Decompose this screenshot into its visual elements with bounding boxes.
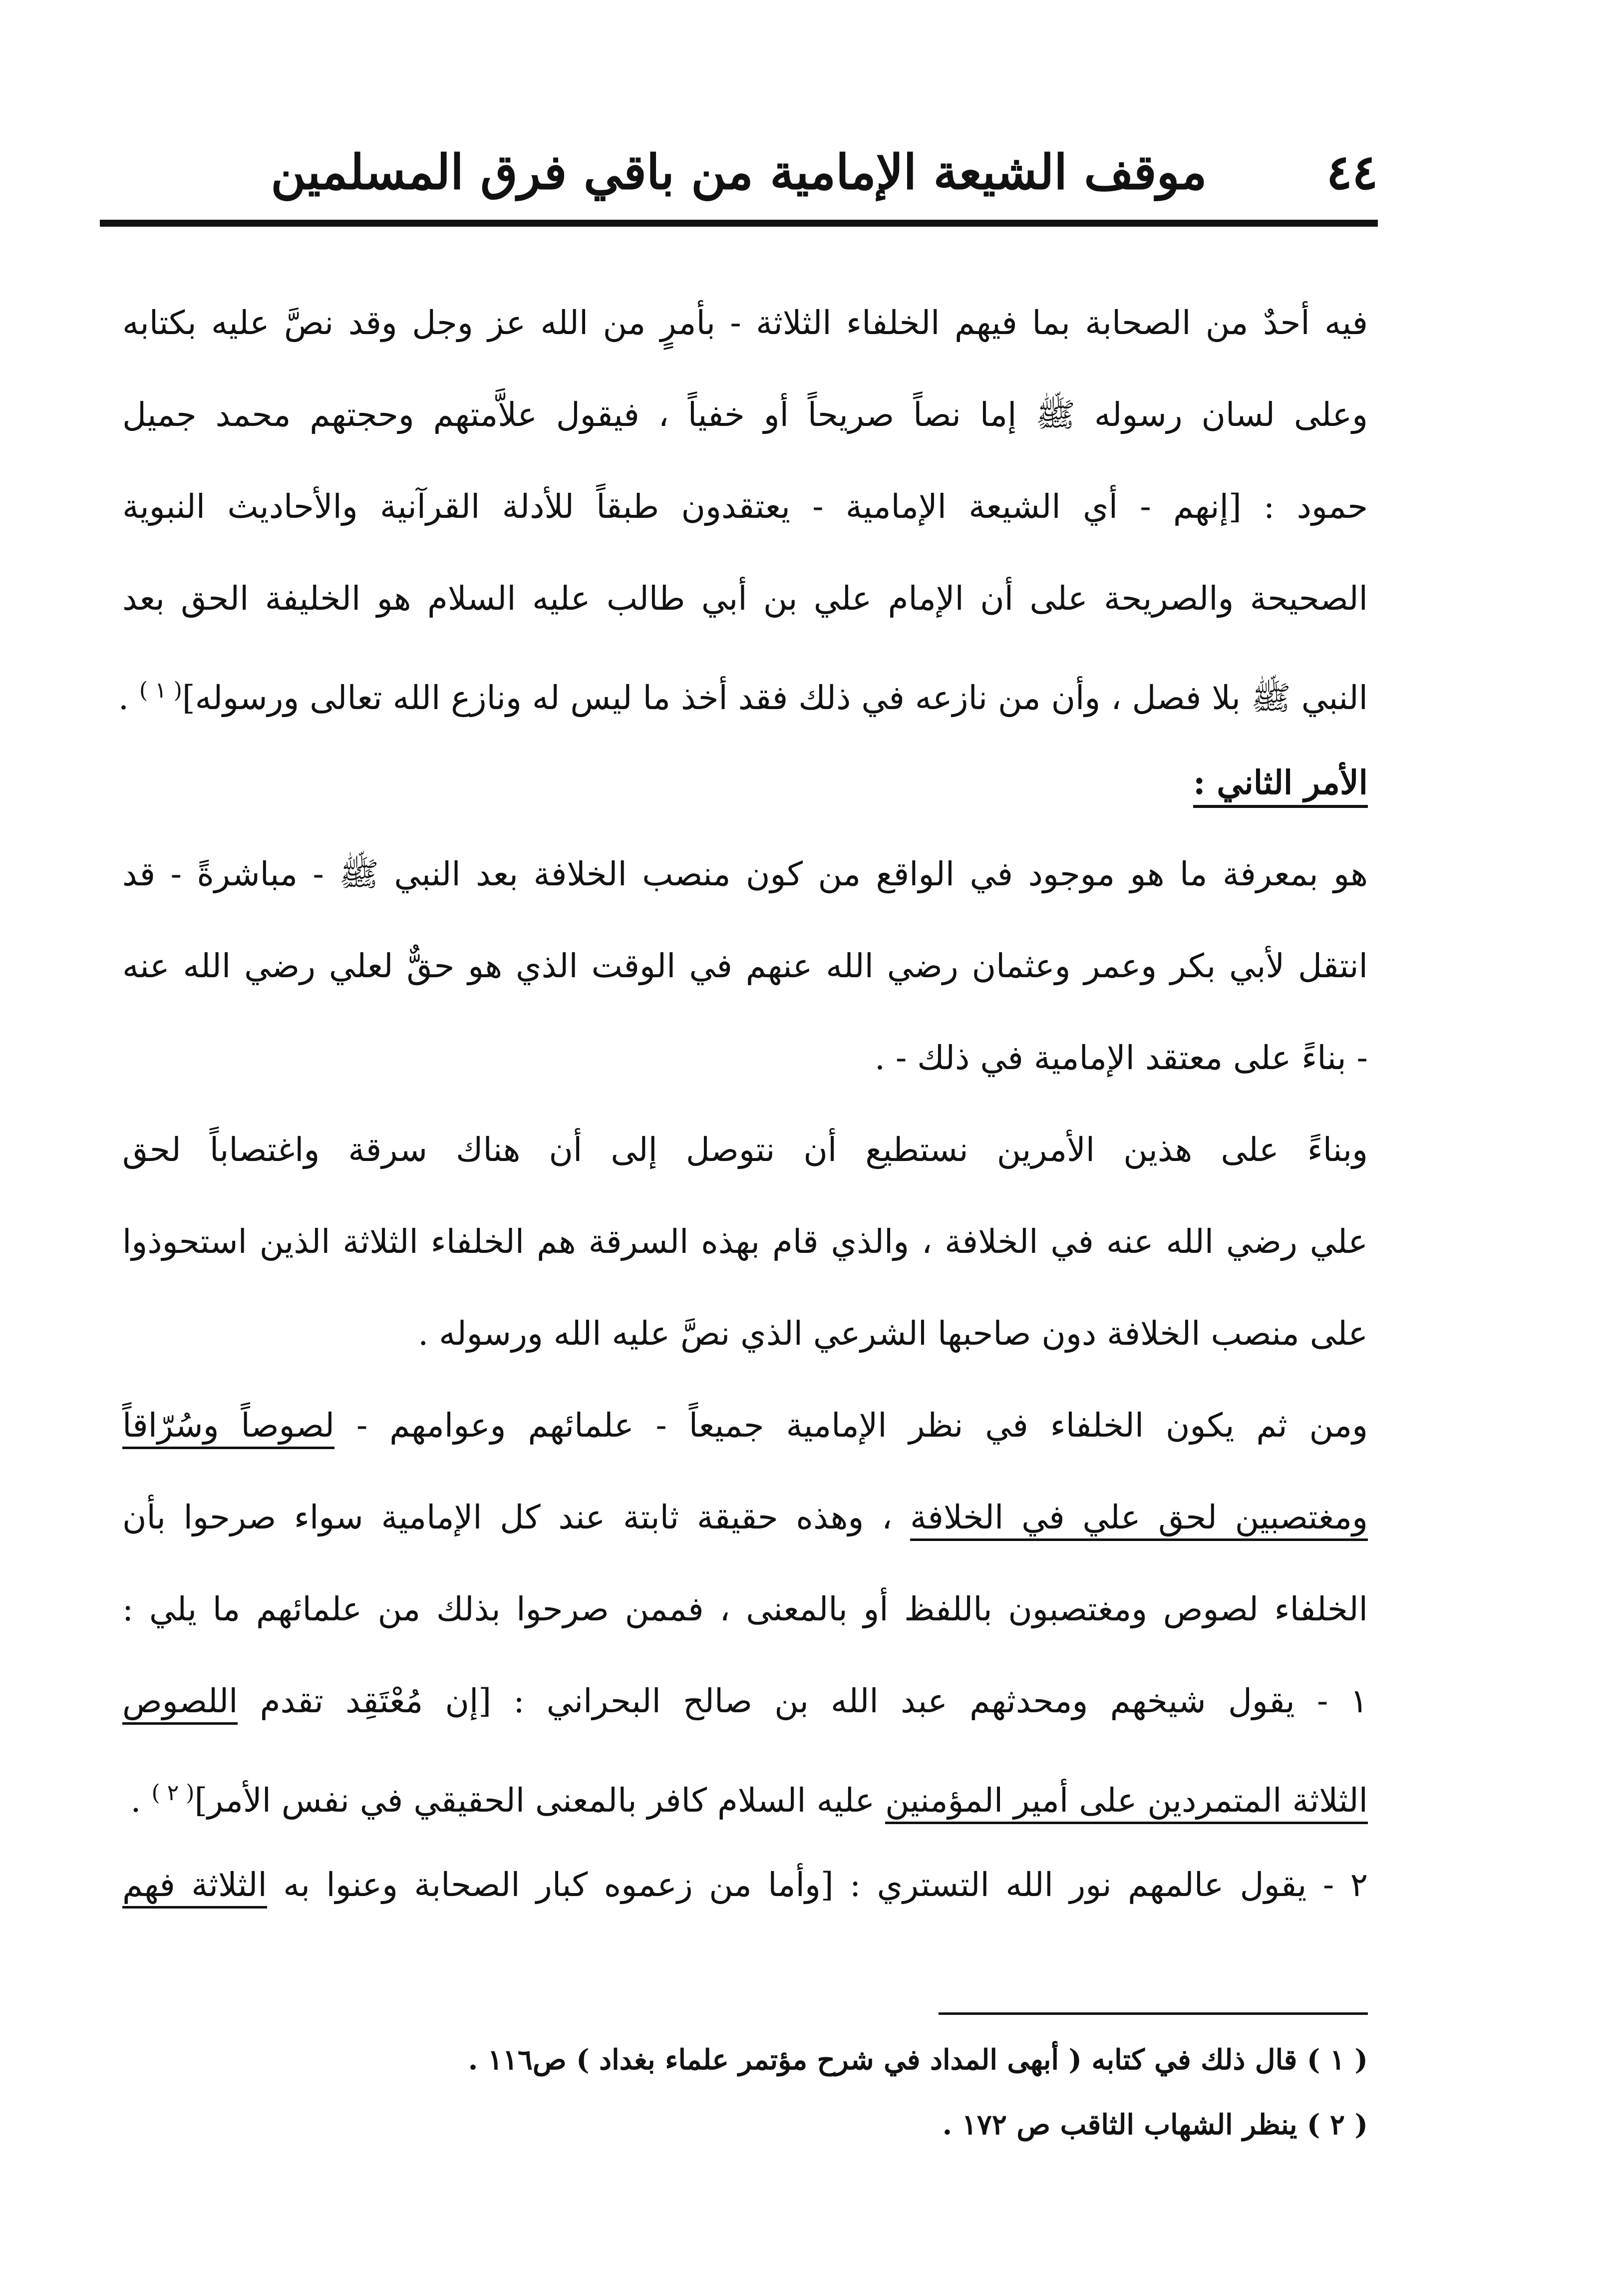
underlined-phrase: لصوصاً وسُرّاقاً [122, 1406, 334, 1449]
section-heading [122, 737, 1368, 828]
text-line: علي رضي الله عنه في الخلافة ، والذي قام بهذه السرقة هم الخلفاء الثلاثة الذين استحوذوا [122, 1222, 1368, 1261]
body-text [118, 277, 1368, 1931]
header-rule [100, 220, 1378, 227]
text-span: ومن ثم يكون الخلفاء في نظر الإمامية جميعاً - علمائهم وعوامهم - [334, 1406, 1368, 1445]
text-line: حمود : [إنهم - أي الشيعة الإمامية - يعتقدون طبقاً للأدلة القرآنية والأحاديث النبوية [122, 487, 1368, 526]
text-line: وبناءً على هذين الأمرين نستطيع أن نتوصل إلى أن هناك سرقة واغتصاباً لحق [122, 1131, 1368, 1169]
text-line: - بناءً على معتقد الإمامية في ذلك - . [874, 1039, 1368, 1077]
text-line [122, 1747, 1368, 1839]
text-line [122, 1380, 1368, 1472]
underlined-phrase: ومغتصبين لحق علي في الخلافة [910, 1498, 1368, 1541]
page-number: ٤٤ [1326, 144, 1378, 200]
text-line: وعلى لسان رسوله ﷺ إما نصاً صريحاً أو خفياً ، فيقول علاَّمتهم وحجتهم محمد جميل [122, 395, 1368, 434]
text-line: هو بمعرفة ما هو موجود في الواقع من كون منصب الخلافة بعد النبي ﷺ - مباشرةً - قد [122, 855, 1368, 893]
footnote-ref-1: ( ١ ) [139, 678, 182, 703]
footnote-ref-2: ( ٢ ) [151, 1780, 195, 1806]
text-line: الخلفاء لصوص ومغتصبون باللفظ أو بالمعنى ، فممن صرحوا بذلك من علمائهم ما يلي : [122, 1590, 1368, 1628]
text-line: انتقل لأبي بكر وعمر وعثمان رضي الله عنهم في الوقت الذي هو حقٌّ لعلي رضي الله عنه [122, 947, 1368, 985]
footnote-1: ( ١ ) قال ذلك في كتابه ( أبهى المداد في شرح مؤتمر علماء بغداد ) ص١١٦ . [468, 2043, 1368, 2076]
text-span: ٢ - يقول عالمهم نور الله التستري : [وأما من زعموه كبار الصحابة وعنوا به [267, 1866, 1368, 1904]
footnote-rule [939, 2012, 1368, 2015]
text-span: عليه السلام كافر بالمعنى الحقيقي في نفس الأمر] [194, 1781, 886, 1820]
text-line [122, 1839, 1368, 1931]
underlined-phrase: اللصوص [122, 1682, 238, 1725]
underlined-phrase: الثلاثة فهم [122, 1866, 267, 1909]
text-line [122, 1655, 1368, 1747]
text-span: . [118, 679, 139, 717]
text-line [122, 1472, 1368, 1563]
text-line: الصحيحة والصريحة على أن الإمام علي بن أبي طالب عليه السلام هو الخليفة الحق بعد [122, 579, 1368, 618]
footnote-2: ( ٢ ) ينظر الشهاب الثاقب ص ١٧٢ . [942, 2108, 1368, 2141]
text-line: على منصب الخلافة دون صاحبها الشرعي الذي نصَّ عليه الله ورسوله . [418, 1314, 1368, 1353]
page-header [100, 135, 1378, 210]
underlined-phrase: الثلاثة المتمردين على أمير المؤمنين [885, 1781, 1368, 1824]
text-line [118, 645, 1368, 737]
footnotes [122, 2027, 1368, 2157]
text-span: ، وهذه حقيقة ثابتة عند كل الإمامية سواء صرحوا بأن [122, 1498, 911, 1536]
running-title: موقف الشيعة الإمامية من باقي فرق المسلمين [271, 144, 1207, 200]
text-line: فيه أحدٌ من الصحابة بما فيهم الخلفاء الثلاثة - بأمرٍ من الله عز وجل وقد نصَّ عليه بكتابه [122, 304, 1368, 342]
text-span: . [130, 1781, 152, 1820]
text-span: النبي ﷺ بلا فصل ، وأن من نازعه في ذلك فقد أخذ ما ليس له ونازع الله تعالى ورسوله] [182, 679, 1368, 717]
section-heading-text: الأمر الثاني : [1193, 763, 1368, 808]
text-span: ١ - يقول شيخهم ومحدثهم عبد الله بن صالح البحراني : [إن مُعْتَقِد تقدم [238, 1682, 1368, 1720]
